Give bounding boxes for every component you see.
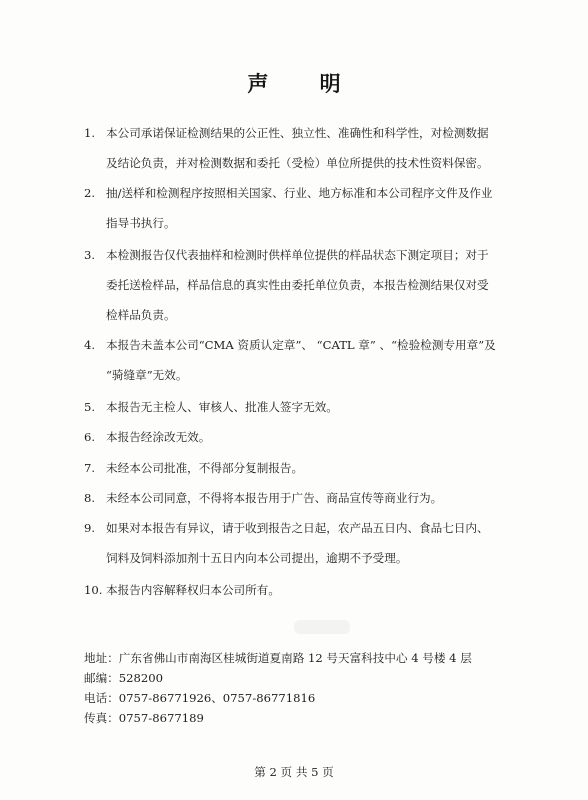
item-line: 未经本公司同意，不得将本报告用于广告、商品宣传等商业行为。 [106, 491, 443, 505]
item-line: 本报告无主检人、审核人、批准人签字无效。 [106, 400, 338, 414]
item-line: 指导书执行。 [106, 216, 176, 230]
item-line: 本报告内容解释权归本公司所有。 [106, 583, 280, 597]
statement-item-4 [84, 330, 514, 390]
item-number: 4. [84, 338, 96, 352]
item-line: 本检测报告仅代表抽样和检测时供样单位提供的样品状态下测定项目；对于 [106, 248, 489, 262]
contact-info [84, 648, 472, 728]
item-number: 8. [84, 491, 96, 505]
statement-item-8 [84, 483, 514, 513]
statement-item-5 [84, 392, 514, 422]
item-line: 本公司承诺保证检测结果的公正性、独立性、准确性和科学性，对检测数据 [106, 126, 489, 140]
item-number: 3. [84, 248, 96, 262]
item-number: 10. [84, 583, 103, 597]
statement-item-7 [84, 453, 514, 483]
statement-item-3 [84, 240, 514, 330]
item-number: 9. [84, 521, 96, 535]
item-line: 未经本公司批准，不得部分复制报告。 [106, 461, 304, 475]
item-line: 委托送检样品，样品信息的真实性由委托单位负责，本报告检测结果仅对受 [106, 278, 489, 292]
item-line: 本报告未盖本公司“CMA 资质认定章”、 “CATL 章” 、“检验检测专用章”及 [106, 338, 496, 352]
item-number: 1. [84, 126, 96, 140]
page-title: 声 明 [247, 71, 363, 96]
item-line: 检样品负责。 [106, 308, 176, 322]
watermark-mark [292, 616, 352, 638]
page-number: 第 2 页 共 5 页 [254, 765, 334, 779]
item-line: 及结论负责，并对检测数据和委托（受检）单位所提供的技术性资料保密。 [106, 156, 489, 170]
statement-item-10 [84, 575, 514, 605]
item-line: “骑缝章”无效。 [106, 368, 188, 382]
item-line: 饲料及饲料添加剂十五日内向本公司提出，逾期不予受理。 [106, 551, 408, 565]
item-line: 抽/送样和检测程序按照相关国家、行业、地方标准和本公司程序文件及作业 [106, 186, 493, 200]
phone-text: 电话：0757-86771926、0757-86771816 [84, 691, 316, 705]
postcode-text: 邮编：528200 [84, 671, 164, 685]
item-number: 6. [84, 430, 96, 444]
item-line: 本报告经涂改无效。 [106, 430, 211, 444]
fax-text: 传真：0757-8677189 [84, 711, 204, 725]
item-number: 7. [84, 461, 96, 475]
item-line: 如果对本报告有异议，请于收到报告之日起，农产品五日内、食品七日内、 [106, 521, 489, 535]
statement-item-9 [84, 513, 514, 573]
address-text: 地址：广东省佛山市南海区桂城街道夏南路 12 号天富科技中心 4 号楼 4 层 [84, 651, 472, 665]
item-number: 5. [84, 400, 96, 414]
statement-item-2 [84, 178, 514, 238]
statement-item-6 [84, 422, 514, 452]
statement-item-1 [84, 118, 514, 178]
item-number: 2. [84, 186, 96, 200]
